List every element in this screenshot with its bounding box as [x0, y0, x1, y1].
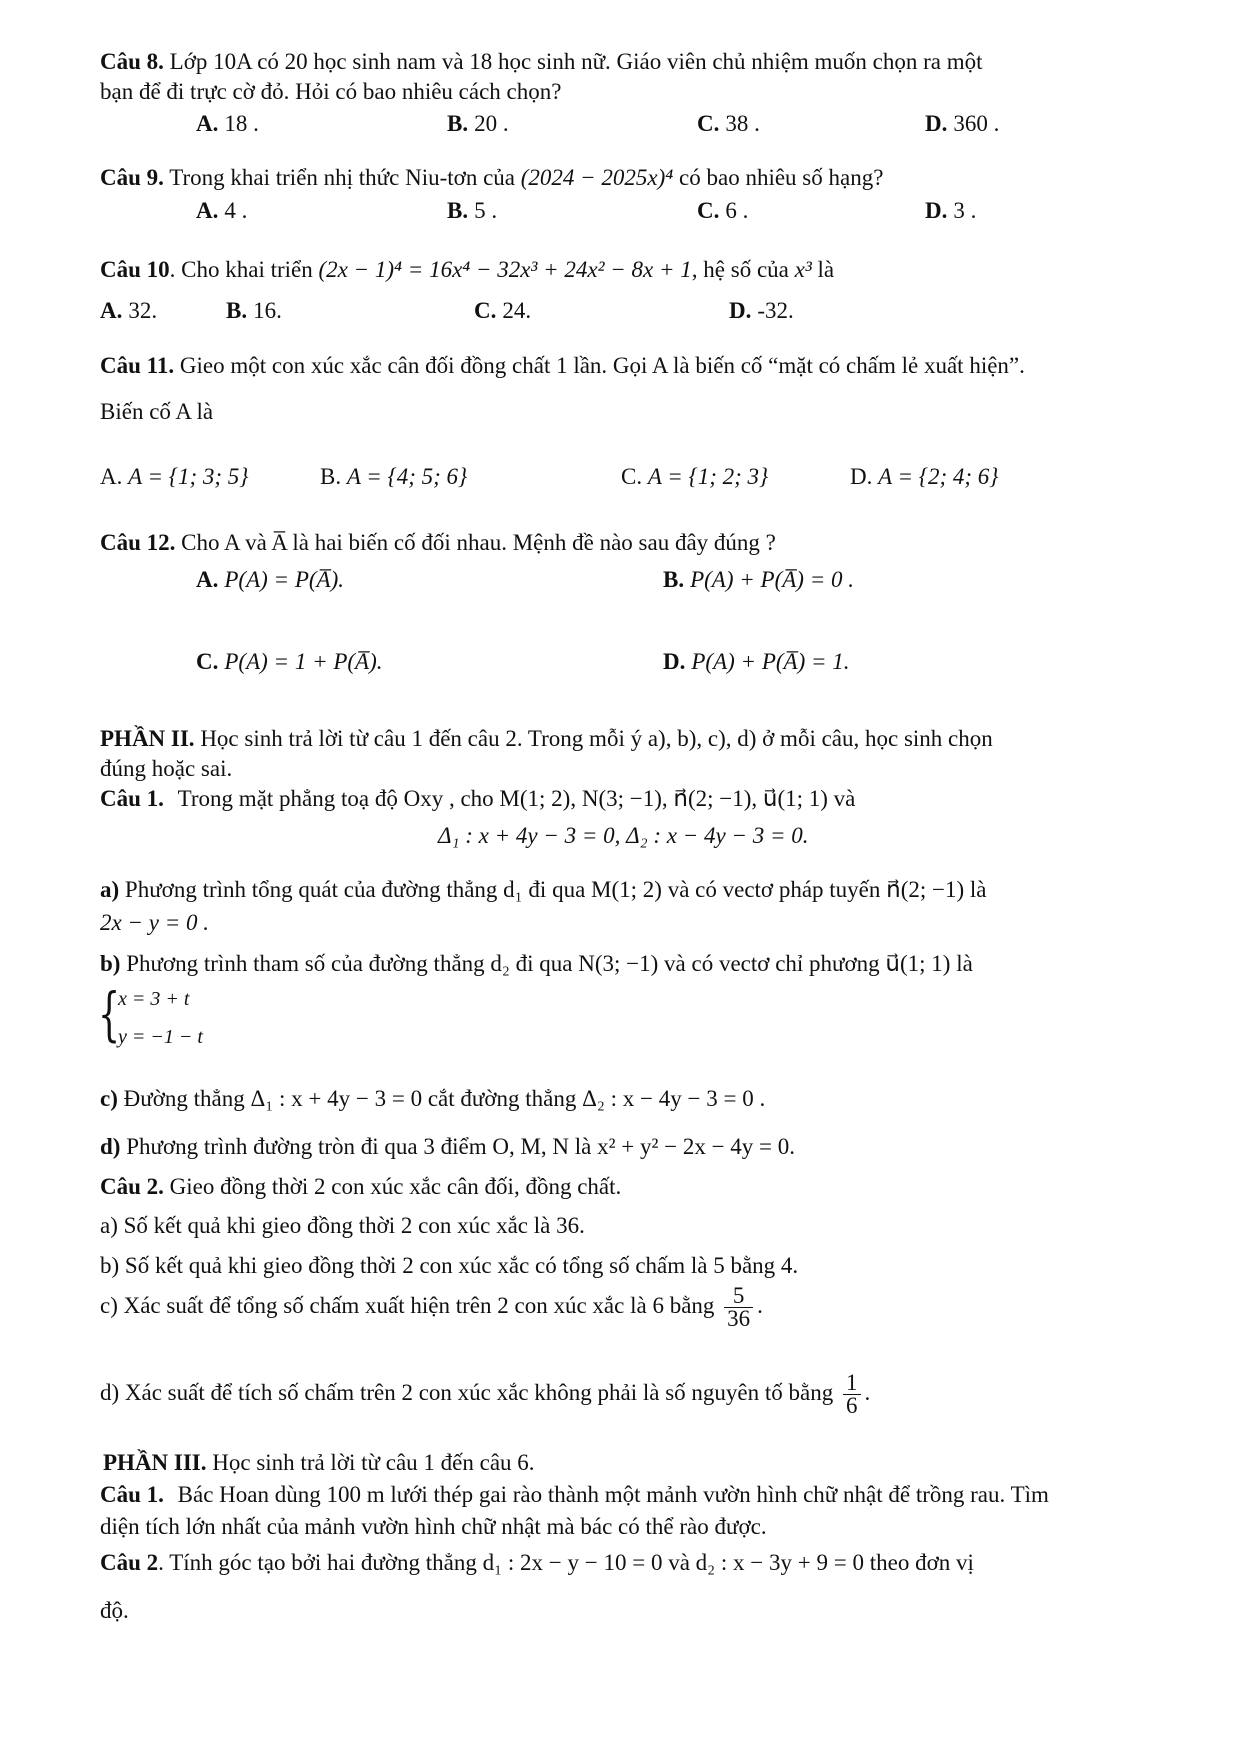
option-label: C. — [474, 298, 497, 323]
p2-c2-d: d) Xác suất để tích số chấm trên 2 con xúc xắc không phải là số nguyên tố bằng $\frac{1}{6}$ . — [100, 1370, 871, 1418]
option-text: P(A) + P(A̅) = 0 . — [690, 567, 854, 592]
q9-text-b: có bao nhiêu số hạng? — [679, 165, 884, 190]
option-text: A = {2; 4; 6} — [878, 464, 999, 489]
fraction-1-6 — [843, 1372, 861, 1417]
option-text: 38 . — [725, 111, 760, 136]
item-label: b) — [100, 951, 121, 976]
option-text: -32. — [757, 298, 794, 323]
q8-option-c — [697, 110, 760, 138]
p2-c1-c — [100, 1085, 765, 1113]
q11-text-1: Gieo một con xúc xắc cân đối đồng chất 1 lần. Gọi A là biến cố “mặt có chấm lẻ xuất hiện”. — [179, 353, 1025, 378]
q12-option-b — [663, 566, 854, 594]
option-label: C. — [196, 649, 219, 674]
option-label: D. — [663, 649, 686, 674]
q10-text-c: là — [817, 257, 835, 282]
p3-c2-label: Câu 2 — [100, 1550, 159, 1575]
part2-line2: đúng hoặc sai. — [100, 756, 233, 781]
q9-label: Câu 9. — [100, 165, 164, 190]
option-label: B. — [447, 111, 469, 136]
q12-label: Câu 12. — [100, 530, 176, 555]
p2-c1-label: Câu 1. — [100, 786, 164, 811]
p2-c1-lines-equation: Δ₁ : x + 4y − 3 = 0, Δ₂ : x − 4y − 3 = 0. — [438, 823, 809, 848]
q12-option-a — [196, 566, 344, 594]
q12-text: Cho A và A̅ là hai biến cố đối nhau. Mệnh đề nào sau đây đúng ? — [181, 530, 776, 555]
q10-option-c — [474, 297, 531, 325]
p3-c1-text-1: Bác Hoan dùng 100 m lưới thép gai rào thành một mảnh vườn hình chữ nhật để trồng rau. Tìm — [177, 1482, 1049, 1507]
q10-option-d — [729, 297, 794, 325]
option-label: C. — [697, 198, 720, 223]
q10-line — [100, 256, 834, 284]
p3-c2-line2: độ. — [100, 1598, 129, 1623]
option-text: 18 . — [224, 111, 259, 136]
option-text: P(A) = 1 + P(A̅). — [224, 649, 383, 674]
q12-line — [100, 529, 776, 557]
p2-c1-d — [100, 1133, 795, 1161]
fraction-numerator: 5 — [724, 1285, 753, 1308]
q9-text-a: Trong khai triển nhị thức Niu-tơn của — [169, 165, 515, 190]
q9-option-b — [447, 197, 497, 225]
q11-label: Câu 11. — [100, 353, 175, 378]
part3-label: PHẦN III. — [103, 1450, 207, 1475]
q12-option-c — [196, 648, 383, 676]
p2-c1-b-text: Phương trình tham số của đường thẳng d₂ đi qua N(3; −1) và có vectơ chỉ phương u⃗(1; 1) là — [126, 951, 973, 976]
option-label: A. — [100, 298, 123, 323]
q8-option-a — [196, 110, 259, 138]
q9-option-a — [196, 197, 247, 225]
option-text: 6 . — [725, 198, 749, 223]
p2-c1-b — [100, 950, 973, 978]
q8-text-1: Lớp 10A có 20 học sinh nam và 18 học sinh nữ. Giáo viên chủ nhiệm muốn chọn ra một — [169, 49, 983, 74]
option-text: 360 . — [953, 111, 1000, 136]
p3-c2-text-1: . Tính góc tạo bởi hai đường thẳng d₁ : 2x − y − 10 = 0 và d₂ : x − 3y + 9 = 0 theo đơn vị — [158, 1550, 974, 1575]
option-label: A. — [196, 111, 219, 136]
p2-c2-label: Câu 2. — [100, 1174, 164, 1199]
item-label: a) — [100, 877, 120, 902]
q9-option-d — [925, 197, 976, 225]
p2-c2-d-text: d) Xác suất để tích số chấm trên 2 con xúc xắc không phải là số nguyên tố bằng — [100, 1379, 834, 1405]
q10-expression: (2x − 1)⁴ = 16x⁴ − 32x³ + 24x² − 8x + 1, — [318, 257, 698, 282]
q8-line1 — [100, 48, 983, 76]
q8-option-d — [925, 110, 999, 138]
part3-line — [103, 1449, 535, 1477]
q10-variable: x³ — [794, 257, 812, 282]
q11-option-a — [100, 463, 249, 491]
option-label: B. — [447, 198, 469, 223]
q11-line2: Biến cố A là — [100, 399, 214, 424]
part2-line1 — [100, 725, 993, 753]
option-label: C. — [621, 464, 643, 489]
option-text: 16. — [253, 298, 282, 323]
q11-option-b — [320, 463, 467, 491]
p2-c2-text: Gieo đồng thời 2 con xúc xắc cân đối, đồng chất. — [169, 1174, 622, 1199]
option-label: B. — [320, 464, 342, 489]
option-label: D. — [925, 111, 948, 136]
option-text: A = {1; 2; 3} — [647, 464, 769, 489]
part3-instructions: Học sinh trả lời từ câu 1 đến câu 6. — [212, 1450, 535, 1475]
option-label: D. — [925, 198, 948, 223]
q10-option-a — [100, 297, 157, 325]
p2-c1-b-system-1: x = 3 + t — [118, 988, 190, 1010]
option-text: A = {1; 3; 5} — [128, 464, 249, 489]
option-text: P(A) + P(A̅) = 1. — [691, 649, 850, 674]
option-text: 4 . — [224, 198, 248, 223]
q8-option-b — [447, 110, 509, 138]
item-label: d) — [100, 1134, 121, 1159]
p3-c2-line1 — [100, 1549, 974, 1577]
q8-line2: bạn để đi trực cờ đỏ. Hỏi có bao nhiêu cách chọn? — [100, 79, 562, 104]
option-label: D. — [850, 464, 873, 489]
fraction-denominator: 36 — [727, 1306, 751, 1331]
option-label: A. — [196, 198, 219, 223]
fraction-5-36 — [724, 1285, 753, 1330]
option-label: B. — [226, 298, 248, 323]
q12-option-d — [663, 648, 850, 676]
p2-c2-c-text: c) Xác suất để tổng số chấm xuất hiện trên 2 con xúc xắc là 6 bằng — [100, 1292, 715, 1318]
system-brace: { — [98, 980, 121, 1048]
p2-c1-line — [100, 785, 855, 813]
q10-text-a: . Cho khai triển — [169, 257, 313, 282]
option-label: C. — [697, 111, 720, 136]
item-label: c) — [100, 1086, 118, 1111]
option-text: A = {4; 5; 6} — [346, 464, 468, 489]
q11-option-d — [850, 463, 999, 491]
q10-option-b — [226, 297, 282, 325]
option-label: B. — [663, 567, 685, 592]
p2-c1-a — [100, 876, 987, 904]
p2-c1-d-text: Phương trình đường tròn đi qua 3 điểm O, M, N là x² + y² − 2x − 4y = 0. — [126, 1134, 796, 1159]
q9-line — [100, 164, 883, 192]
q9-expression: (2024 − 2025x)⁴ — [520, 165, 674, 190]
option-text: 24. — [502, 298, 532, 323]
q11-line1 — [100, 352, 1025, 380]
part2-label: PHẦN II. — [100, 726, 195, 751]
q9-option-c — [697, 197, 748, 225]
p2-c2-c: c) Xác suất để tổng số chấm xuất hiện trên 2 con xúc xắc là 6 bằng $\frac{5}{36}$ . — [100, 1283, 763, 1331]
q11-option-c — [621, 463, 768, 491]
p2-c2-a: a) Số kết quả khi gieo đồng thời 2 con xúc xắc là 36. — [100, 1213, 585, 1238]
p2-c1-a-text: Phương trình tổng quát của đường thẳng d₁ đi qua M(1; 2) và có vectơ pháp tuyến n⃗(2; −1) là — [124, 877, 987, 902]
option-text: 20 . — [474, 111, 509, 136]
q8-label: Câu 8. — [100, 49, 164, 74]
p2-c1-c-text: Đường thẳng Δ₁ : x + 4y − 3 = 0 cắt đường thẳng Δ₂ : x − 4y − 3 = 0 . — [123, 1086, 766, 1111]
p2-c2-b: b) Số kết quả khi gieo đồng thời 2 con xúc xắc có tổng số chấm là 5 bằng 4. — [100, 1253, 799, 1278]
p3-c1-line1 — [100, 1481, 1049, 1509]
q10-label: Câu 10 — [100, 257, 170, 282]
fraction-denominator: 6 — [846, 1393, 858, 1418]
option-text: 32. — [128, 298, 158, 323]
option-text: P(A) = P(A̅). — [224, 567, 344, 592]
p2-c1-b-system-2: y = −1 − t — [118, 1026, 203, 1048]
option-label: A. — [196, 567, 219, 592]
p2-c1-a-equation: 2x − y = 0 . — [100, 910, 209, 935]
p2-c1-text: Trong mặt phẳng toạ độ Oxy , cho M(1; 2), N(3; −1), n⃗(2; −1), u⃗(1; 1) và — [177, 786, 856, 811]
option-label: A. — [100, 464, 123, 489]
p3-c1-line2: diện tích lớn nhất của mảnh vườn hình chữ nhật mà bác có thể rào được. — [100, 1514, 767, 1539]
p3-c1-label: Câu 1. — [100, 1482, 164, 1507]
option-label: D. — [729, 298, 752, 323]
q10-text-b: hệ số của — [703, 257, 789, 282]
option-text: 5 . — [474, 198, 498, 223]
fraction-numerator: 1 — [843, 1372, 861, 1395]
part2-instructions: Học sinh trả lời từ câu 1 đến câu 2. Trong mỗi ý a), b), c), d) ở mỗi câu, học sinh chọn — [200, 726, 993, 751]
option-text: 3 . — [953, 198, 977, 223]
p2-c2-line — [100, 1173, 621, 1201]
